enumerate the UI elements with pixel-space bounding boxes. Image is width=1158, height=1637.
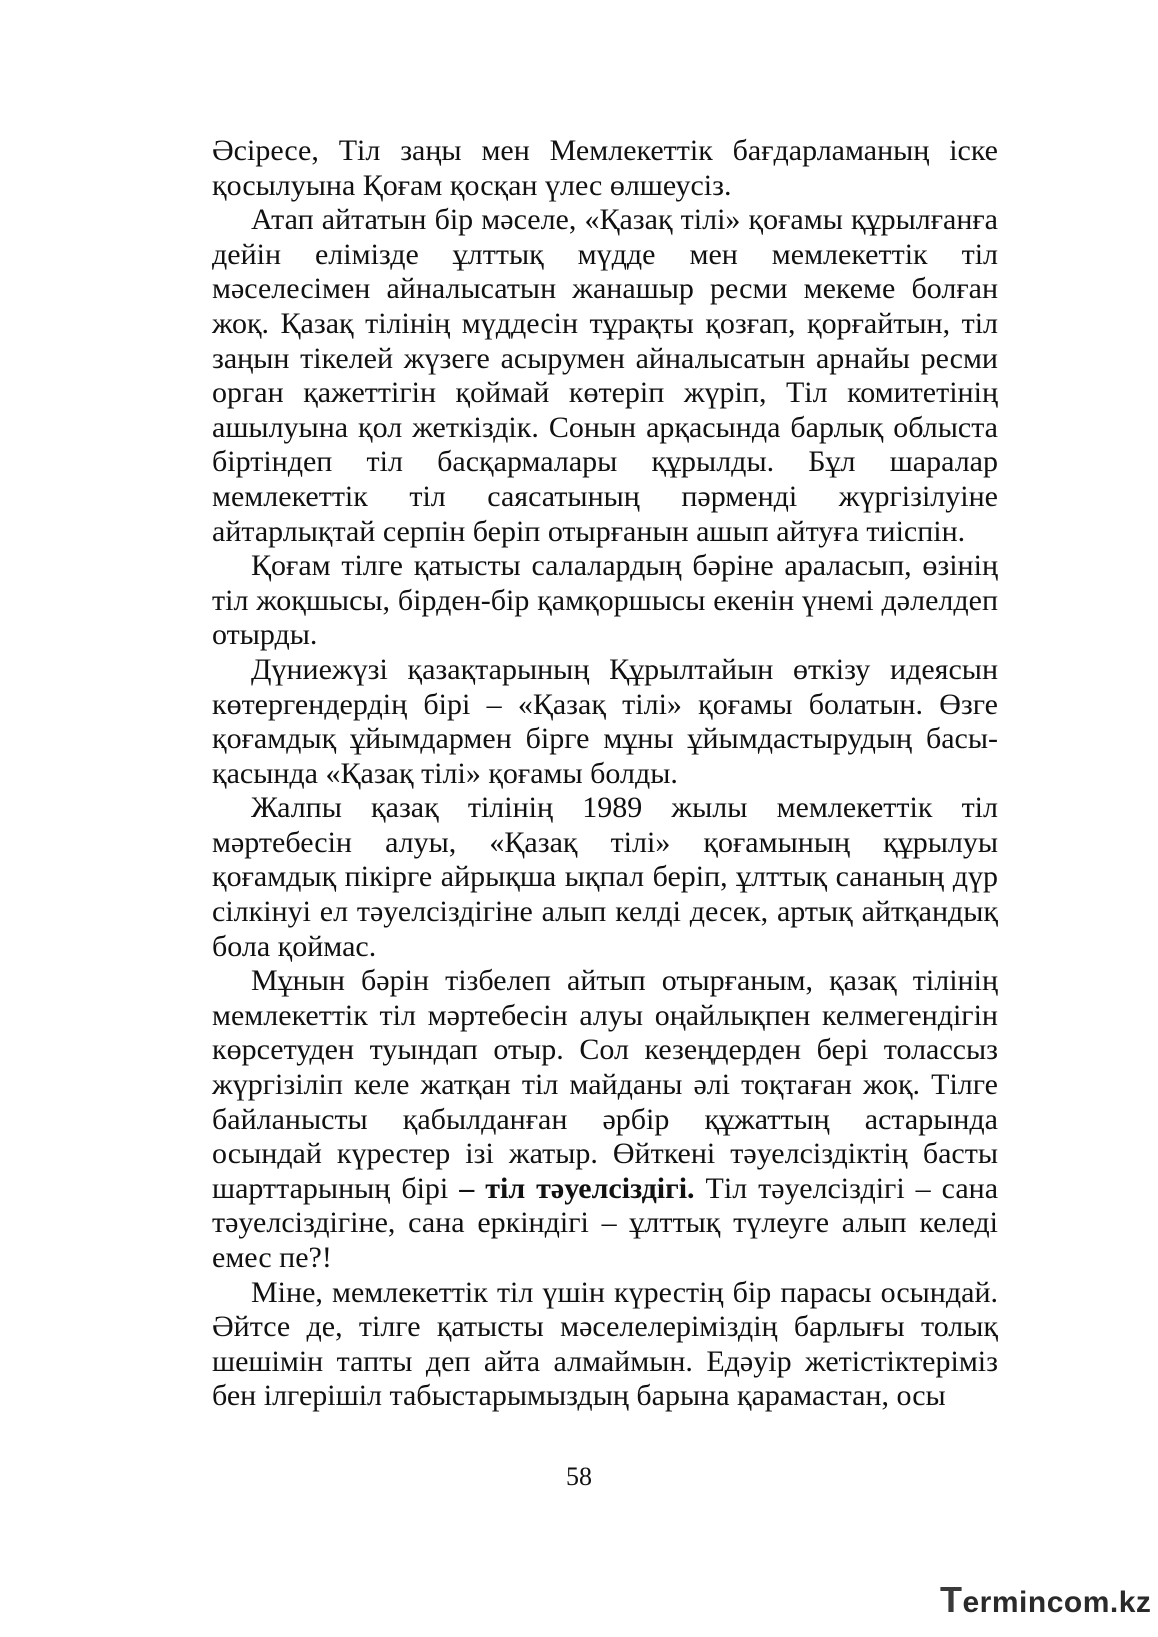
terminkom-watermark <box>940 1578 1152 1622</box>
paragraph-7: Міне, мемлекеттік тіл үшін күрестің бір парасы осындай. Әйтсе де, тілге қатысты мәселелеріміздің барлығы толық шешімін тапты деп айта алмаймын. Едәуір жетістіктеріміз бен ілгерішіл табыстарымыздың барына қарамастан, осы <box>212 1275 998 1413</box>
paragraph-6-part-1: Мұнын бәрін тізбелеп айтып отырғаным, қазақ тілінің мемлекеттік тіл мәртебесін алуы оңайлықпен келмегендігін көрсетуден туындап отыр. Сол кезеңдерден бері толассыз жүргізіліп келе жатқан тіл майданы әлі тоқтаған жоқ. Тілге байланысты қабылданған әрбір құжаттың астарында осындай күрестер ізі жатыр. Өйткені тәуелсіздіктің басты шарттарының бірі <box>212 964 998 1205</box>
paragraph-2: Атап айтатын бір мәселе, «Қазақ тілі» қоғамы құрылғанға дейін елімізде ұлттық мүдде мен мемлекеттік тіл мәселесімен айналысатын жанашыр ресми мекеме болған жоқ. Қазақ тілінің мүддесін тұрақты қозғап, қорғайтын, тіл заңын тікелей жүзеге асырумен айналысатын арнайы ресми орган қажеттігін қоймай көтеріп жүріп, Тіл комитетінің ашылуына қол жеткіздік. Сонын арқасында барлық облыста біртіндеп тіл басқармалары құрылды. Бұл шаралар мемлекеттік тіл саясатының пәрменді жүргізілуіне айтарлықтай серпін беріп отырғанын ашып айтуға тиіспін. <box>212 203 998 548</box>
paragraph-4: Дүниежүзі қазақтарының Құрылтайын өткізу идеясын көтергендердің бірі – «Қазақ тілі» қоғамы болатын. Өзге қоғамдық ұйымдармен бірге мұны ұйымдастырудың басы-қасында «Қазақ тілі» қоғамы болды. <box>212 652 998 790</box>
paragraph-1: Әсіресе, Тіл заңы мен Мемлекеттік бағдарламаның іске қосылуына Қоғам қосқан үлес өлшеусіз. <box>212 134 998 202</box>
page-number: 58 <box>566 1462 592 1491</box>
watermark-domain: .kz <box>1109 1586 1152 1619</box>
paragraph-6 <box>212 964 998 1275</box>
paragraph-6-bold-phrase: – тіл тәуелсіздігі. <box>459 1171 695 1205</box>
paragraph-5: Жалпы қазақ тілінің 1989 жылы мемлекеттік тіл мәртебесін алуы, «Қазақ тілі» қоғамының құрылуы қоғамдық пікірге айрықша ықпал беріп, ұлттық сананың дүр сілкінуі ел тәуелсіздігіне алып келді десек, артық айтқандық бола қоймас. <box>212 791 998 963</box>
paragraph-6-part-2: Тіл тәуелсіздігі – сана тәуелсіздігіне, сана еркіндігі – ұлттық түлеуге алып келеді емес пе?! <box>212 1171 999 1274</box>
page-body <box>212 134 998 1414</box>
watermark-letter-t: T <box>940 1579 963 1620</box>
paragraph-3: Қоғам тілге қатысты салалардың бәріне араласып, өзінің тіл жоқшысы, бірден-бір қамқоршысы екенін үнемі дәлелдеп отырды. <box>212 549 998 652</box>
watermark-text <box>940 1578 1151 1625</box>
watermark-brand-name: ermincom <box>962 1586 1110 1619</box>
